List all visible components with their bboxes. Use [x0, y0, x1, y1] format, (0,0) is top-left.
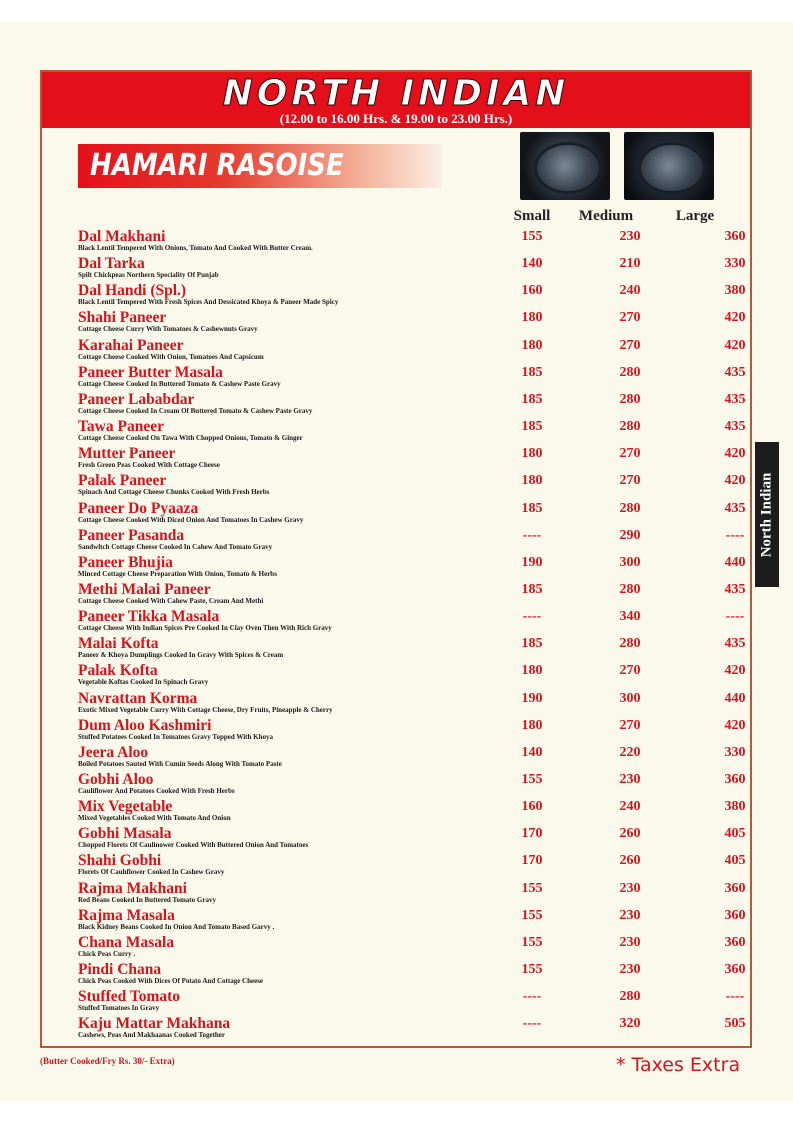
item-description: Cottage Cheese Cooked With Onion, Tomatoes And Capsicum [78, 352, 264, 361]
item-name: Navrattan Korma [78, 689, 198, 707]
price-small: ---- [522, 989, 542, 1005]
item-name: Paneer Bhujia [78, 553, 173, 571]
menu-item [78, 282, 746, 309]
price-large: 435 [724, 419, 746, 435]
menu-item [78, 472, 746, 499]
menu-item [78, 771, 746, 798]
price-medium: 220 [619, 744, 641, 760]
price-small: 170 [521, 853, 543, 869]
item-description: Sandwltch Cottage Cheese Cooked In Cahew And Tomato Gravy [78, 542, 273, 551]
service-timings: (12.00 to 16.00 Hrs. & 19.00 to 23.00 Hrs.) [279, 111, 513, 126]
item-name: Dal Makhani [78, 228, 166, 245]
price-small: 160 [521, 799, 543, 815]
item-name: Rajma Makhani [78, 879, 187, 897]
price-large: 420 [724, 663, 746, 679]
price-medium: 240 [619, 799, 641, 815]
price-medium: 270 [619, 663, 641, 679]
price-small: 160 [521, 283, 543, 299]
price-medium: 270 [619, 717, 641, 733]
column-header-large: Large [675, 208, 715, 224]
menu-item [78, 553, 746, 581]
price-medium: 280 [619, 391, 641, 407]
price-medium: 340 [619, 609, 641, 625]
item-name: Rajma Masala [78, 906, 175, 924]
section-heading-label: HAMARI RASOISE [90, 148, 344, 184]
menu-item [78, 418, 746, 445]
item-description: Stuffed Potatoes Cooked In Tomatoes Gravy Topped With Khoya [78, 732, 273, 741]
item-name: Palak Paneer [78, 472, 167, 490]
item-name: Stuffed Tomato [78, 988, 181, 1006]
price-small: ---- [522, 1016, 542, 1032]
item-description: Florets Of Cauhflower Cooked In Cashew Gravy [78, 868, 225, 877]
item-description: Mixed Vegetables Cooked With Tomato And Onion [78, 814, 231, 823]
item-description: Cashews, Peas And Makhaanas Cooked Together [78, 1031, 226, 1040]
menu-item [78, 933, 746, 961]
price-small: 185 [521, 636, 543, 652]
item-name: Paneer Do Pyaaza [78, 499, 199, 517]
price-medium: 260 [619, 853, 641, 869]
item-description: Cottage Cheese Cooked With Diced Onion And Tomatoes In Cashew Gravy [78, 515, 304, 524]
item-name: Gobhi Masala [78, 825, 172, 843]
price-large: 360 [724, 772, 746, 787]
price-medium: 320 [619, 1016, 641, 1032]
menu-item [78, 635, 746, 662]
price-small: 180 [521, 717, 543, 733]
item-name: Palak Kofta [78, 662, 158, 680]
price-medium: 300 [619, 690, 641, 706]
item-description: Cottage Cheese Cooked On Tawa With Chopped Onions, Tomato & Ginger [78, 434, 303, 443]
price-small: 190 [521, 554, 543, 570]
item-name: Karahai Paneer [78, 336, 184, 354]
item-description: Chopped Florets Of Caulinower Cooked With Buttered Onion And Tomatoes [78, 841, 309, 850]
price-medium: 270 [619, 337, 641, 353]
price-medium: 270 [619, 473, 641, 489]
item-name: Jeera Aloo [78, 743, 149, 761]
menu-item [78, 336, 746, 364]
price-medium: 280 [619, 419, 641, 435]
item-description: Cottage Cheese Cooked In Buttered Tomato & Cashew Paste Gravy [78, 379, 281, 388]
dish-photo [624, 132, 714, 200]
menu-item [78, 255, 746, 282]
item-name: Shahi Gobhi [78, 852, 162, 870]
section-side-tab [755, 442, 779, 587]
price-large: 405 [724, 853, 746, 869]
menu-item [78, 309, 746, 336]
menu-item [78, 852, 746, 879]
price-large: ---- [725, 527, 745, 543]
menu-item [78, 716, 746, 744]
price-medium: 270 [619, 446, 641, 462]
menu-item [78, 580, 746, 608]
item-description: Vegetable Koftas Cooked In Spinach Gravy [78, 678, 209, 687]
price-medium: 230 [619, 880, 641, 896]
menu-item [78, 608, 745, 635]
price-small: 140 [521, 744, 543, 760]
item-name: Paneer Pasanda [78, 526, 185, 544]
price-large: 360 [724, 229, 746, 244]
menu-item [78, 363, 746, 391]
item-description: Chick Peas Curry . [78, 949, 136, 958]
price-small: 185 [521, 500, 543, 516]
item-name: Methi Malai Paneer [78, 580, 211, 598]
item-description: Exotic Mixed Vegetable Curry With Cottage Cheese, Dry Fruits, Pineapple & Cherry [78, 705, 333, 714]
price-medium: 230 [619, 229, 641, 244]
price-medium: 270 [619, 310, 641, 326]
price-small: 155 [521, 962, 543, 978]
price-large: 360 [724, 880, 746, 896]
price-medium: 290 [619, 527, 641, 543]
menu-item [78, 1015, 746, 1042]
price-large: ---- [725, 989, 745, 1005]
price-medium: 240 [619, 283, 641, 299]
item-name: Mutter Paneer [78, 445, 176, 463]
item-description: Cottage Cheese Cooked In Cream Of Buttered Tomato & Cashew Paste Gravy [78, 406, 313, 415]
side-tab-label: North Indian [758, 472, 775, 557]
column-header-small: Small [513, 208, 551, 224]
price-small: 185 [521, 364, 543, 380]
column-header-medium: Medium [578, 208, 634, 224]
item-name: Kaju Mattar Makhana [78, 1015, 231, 1033]
price-large: 360 [724, 962, 746, 978]
title-banner [42, 72, 750, 128]
item-name: Paneer Lababdar [78, 390, 195, 408]
item-description: Cottage Cheese Curry With Tomatoes & Cashewnuts Gravy [78, 325, 258, 334]
price-small: 155 [521, 880, 543, 896]
price-small: 155 [521, 229, 543, 244]
item-description: Black Lentil Tempered With Onions, Tomato And Cooked With Butter Cream. [78, 244, 313, 252]
item-name: Shahi Paneer [78, 309, 167, 327]
item-name: Malai Kofta [78, 635, 159, 653]
price-medium: 230 [619, 962, 641, 978]
menu-frame [40, 70, 752, 1048]
price-large: 420 [724, 446, 746, 462]
menu-item [78, 526, 745, 554]
item-description: Spinach And Cottage Cheese Chunks Cooked With Fresh Herbs [78, 488, 270, 497]
price-small: 185 [521, 581, 543, 597]
menu-item [78, 961, 746, 988]
menu-item [78, 689, 746, 717]
item-name: Paneer Butter Masala [78, 363, 223, 381]
price-large: 440 [724, 690, 746, 706]
menu-item [78, 445, 746, 472]
price-large: 420 [724, 337, 746, 353]
item-description: Boiled Potatoes Sauted With Cumin Seeds Along With Tomato Paste [78, 759, 282, 768]
price-medium: 210 [619, 256, 641, 272]
price-small: 180 [521, 337, 543, 353]
page-title: NORTH INDIAN [222, 73, 570, 114]
price-large: 330 [724, 256, 746, 272]
price-small: ---- [522, 609, 542, 625]
price-large: 405 [724, 826, 746, 842]
item-description: Cottage Cheese Cooked With Cahew Paste, Cream And Methi [78, 596, 264, 605]
item-description: Stuffed Tomatoes In Gravy [78, 1004, 160, 1013]
price-large: 380 [724, 799, 746, 815]
item-name: Gobhi Aloo [78, 771, 154, 788]
price-medium: 230 [619, 772, 641, 787]
price-small: 155 [521, 934, 543, 950]
price-large: 420 [724, 310, 746, 326]
price-small: 155 [521, 907, 543, 923]
price-small: 140 [521, 256, 543, 272]
price-large: 380 [724, 283, 746, 299]
price-large: 440 [724, 554, 746, 570]
menu-item [78, 906, 746, 934]
item-description: Cauliflower And Potatoes Cooked With Fresh Herbs [78, 787, 235, 795]
item-description: Paneer & Khoya Dumplings Cooked In Gravy With Spices & Cream [78, 651, 284, 660]
price-medium: 230 [619, 934, 641, 950]
menu-item [78, 743, 746, 771]
item-name: Mix Vegetable [78, 798, 173, 816]
price-large: 330 [724, 744, 746, 760]
price-small: 180 [521, 663, 543, 679]
item-name: Dal Handi (Spl.) [78, 282, 187, 300]
item-name: Dum Aloo Kashmiri [78, 716, 212, 734]
price-medium: 280 [619, 500, 641, 516]
price-small: 185 [521, 391, 543, 407]
dish-photo [520, 132, 610, 200]
item-description: Cottage Cheese With Indian Spices Pre Cooked In Clay Oven Then With Rich Gravy [78, 624, 332, 633]
item-description: Black Kidney Beans Cooked In Onion And Tomato Based Garvy . [78, 922, 275, 931]
item-description: Red Beans Cooked In Buttered Tomato Gravy [78, 895, 216, 904]
price-large: ---- [725, 609, 745, 625]
price-small: 180 [521, 446, 543, 462]
section-heading [78, 144, 442, 188]
price-large: 360 [724, 934, 746, 950]
menu-item [78, 662, 746, 689]
price-large: 435 [724, 500, 746, 516]
item-description: Fresh Green Peas Cooked With Cottage Cheese [78, 461, 220, 470]
price-medium: 230 [619, 907, 641, 923]
item-name: Tawa Paneer [78, 418, 164, 436]
item-description: Black Lentil Tempered With Fresh Spices And Dessicated Khoya & Paneer Made Spicy [78, 298, 339, 307]
menu-item [78, 499, 746, 527]
price-small: ---- [522, 527, 542, 543]
price-small: 155 [521, 772, 543, 787]
item-name: Pindi Chana [78, 961, 162, 979]
price-medium: 280 [619, 364, 641, 380]
price-medium: 280 [619, 989, 641, 1005]
price-large: 420 [724, 717, 746, 733]
price-small: 180 [521, 310, 543, 326]
price-small: 190 [521, 690, 543, 706]
price-medium: 280 [619, 636, 641, 652]
price-small: 170 [521, 826, 543, 842]
price-large: 360 [724, 907, 746, 923]
price-large: 435 [724, 364, 746, 380]
price-small: 185 [521, 419, 543, 435]
menu-item [78, 390, 746, 418]
item-name: Paneer Tikka Masala [78, 608, 220, 626]
price-large: 420 [724, 473, 746, 489]
menu-item [78, 798, 746, 825]
menu-item [78, 988, 745, 1015]
price-medium: 260 [619, 826, 641, 842]
price-large: 505 [724, 1016, 746, 1032]
item-name: Chana Masala [78, 933, 175, 951]
item-description: Spilt Chickpeas Northern Speciality Of Punjab [78, 271, 219, 280]
menu-item [78, 879, 746, 907]
price-large: 435 [724, 581, 746, 597]
price-medium: 280 [619, 581, 641, 597]
item-name: Dal Tarka [78, 255, 145, 273]
butter-note: (Butter Cooked/Fry Rs. 30/- Extra) [40, 1056, 175, 1066]
menu-item [78, 228, 746, 255]
item-description: Minced Cottage Cheese Preparation With Onion, Tomato & Herbs [78, 569, 277, 578]
price-large: 435 [724, 636, 746, 652]
price-medium: 300 [619, 554, 641, 570]
item-description: Chick Peas Cooked With Dices Of Potato And Cottage Cheese [78, 977, 264, 986]
menu-item [78, 825, 746, 852]
price-large: 435 [724, 391, 746, 407]
price-small: 180 [521, 473, 543, 489]
taxes-note: * Taxes Extra [616, 1054, 741, 1076]
